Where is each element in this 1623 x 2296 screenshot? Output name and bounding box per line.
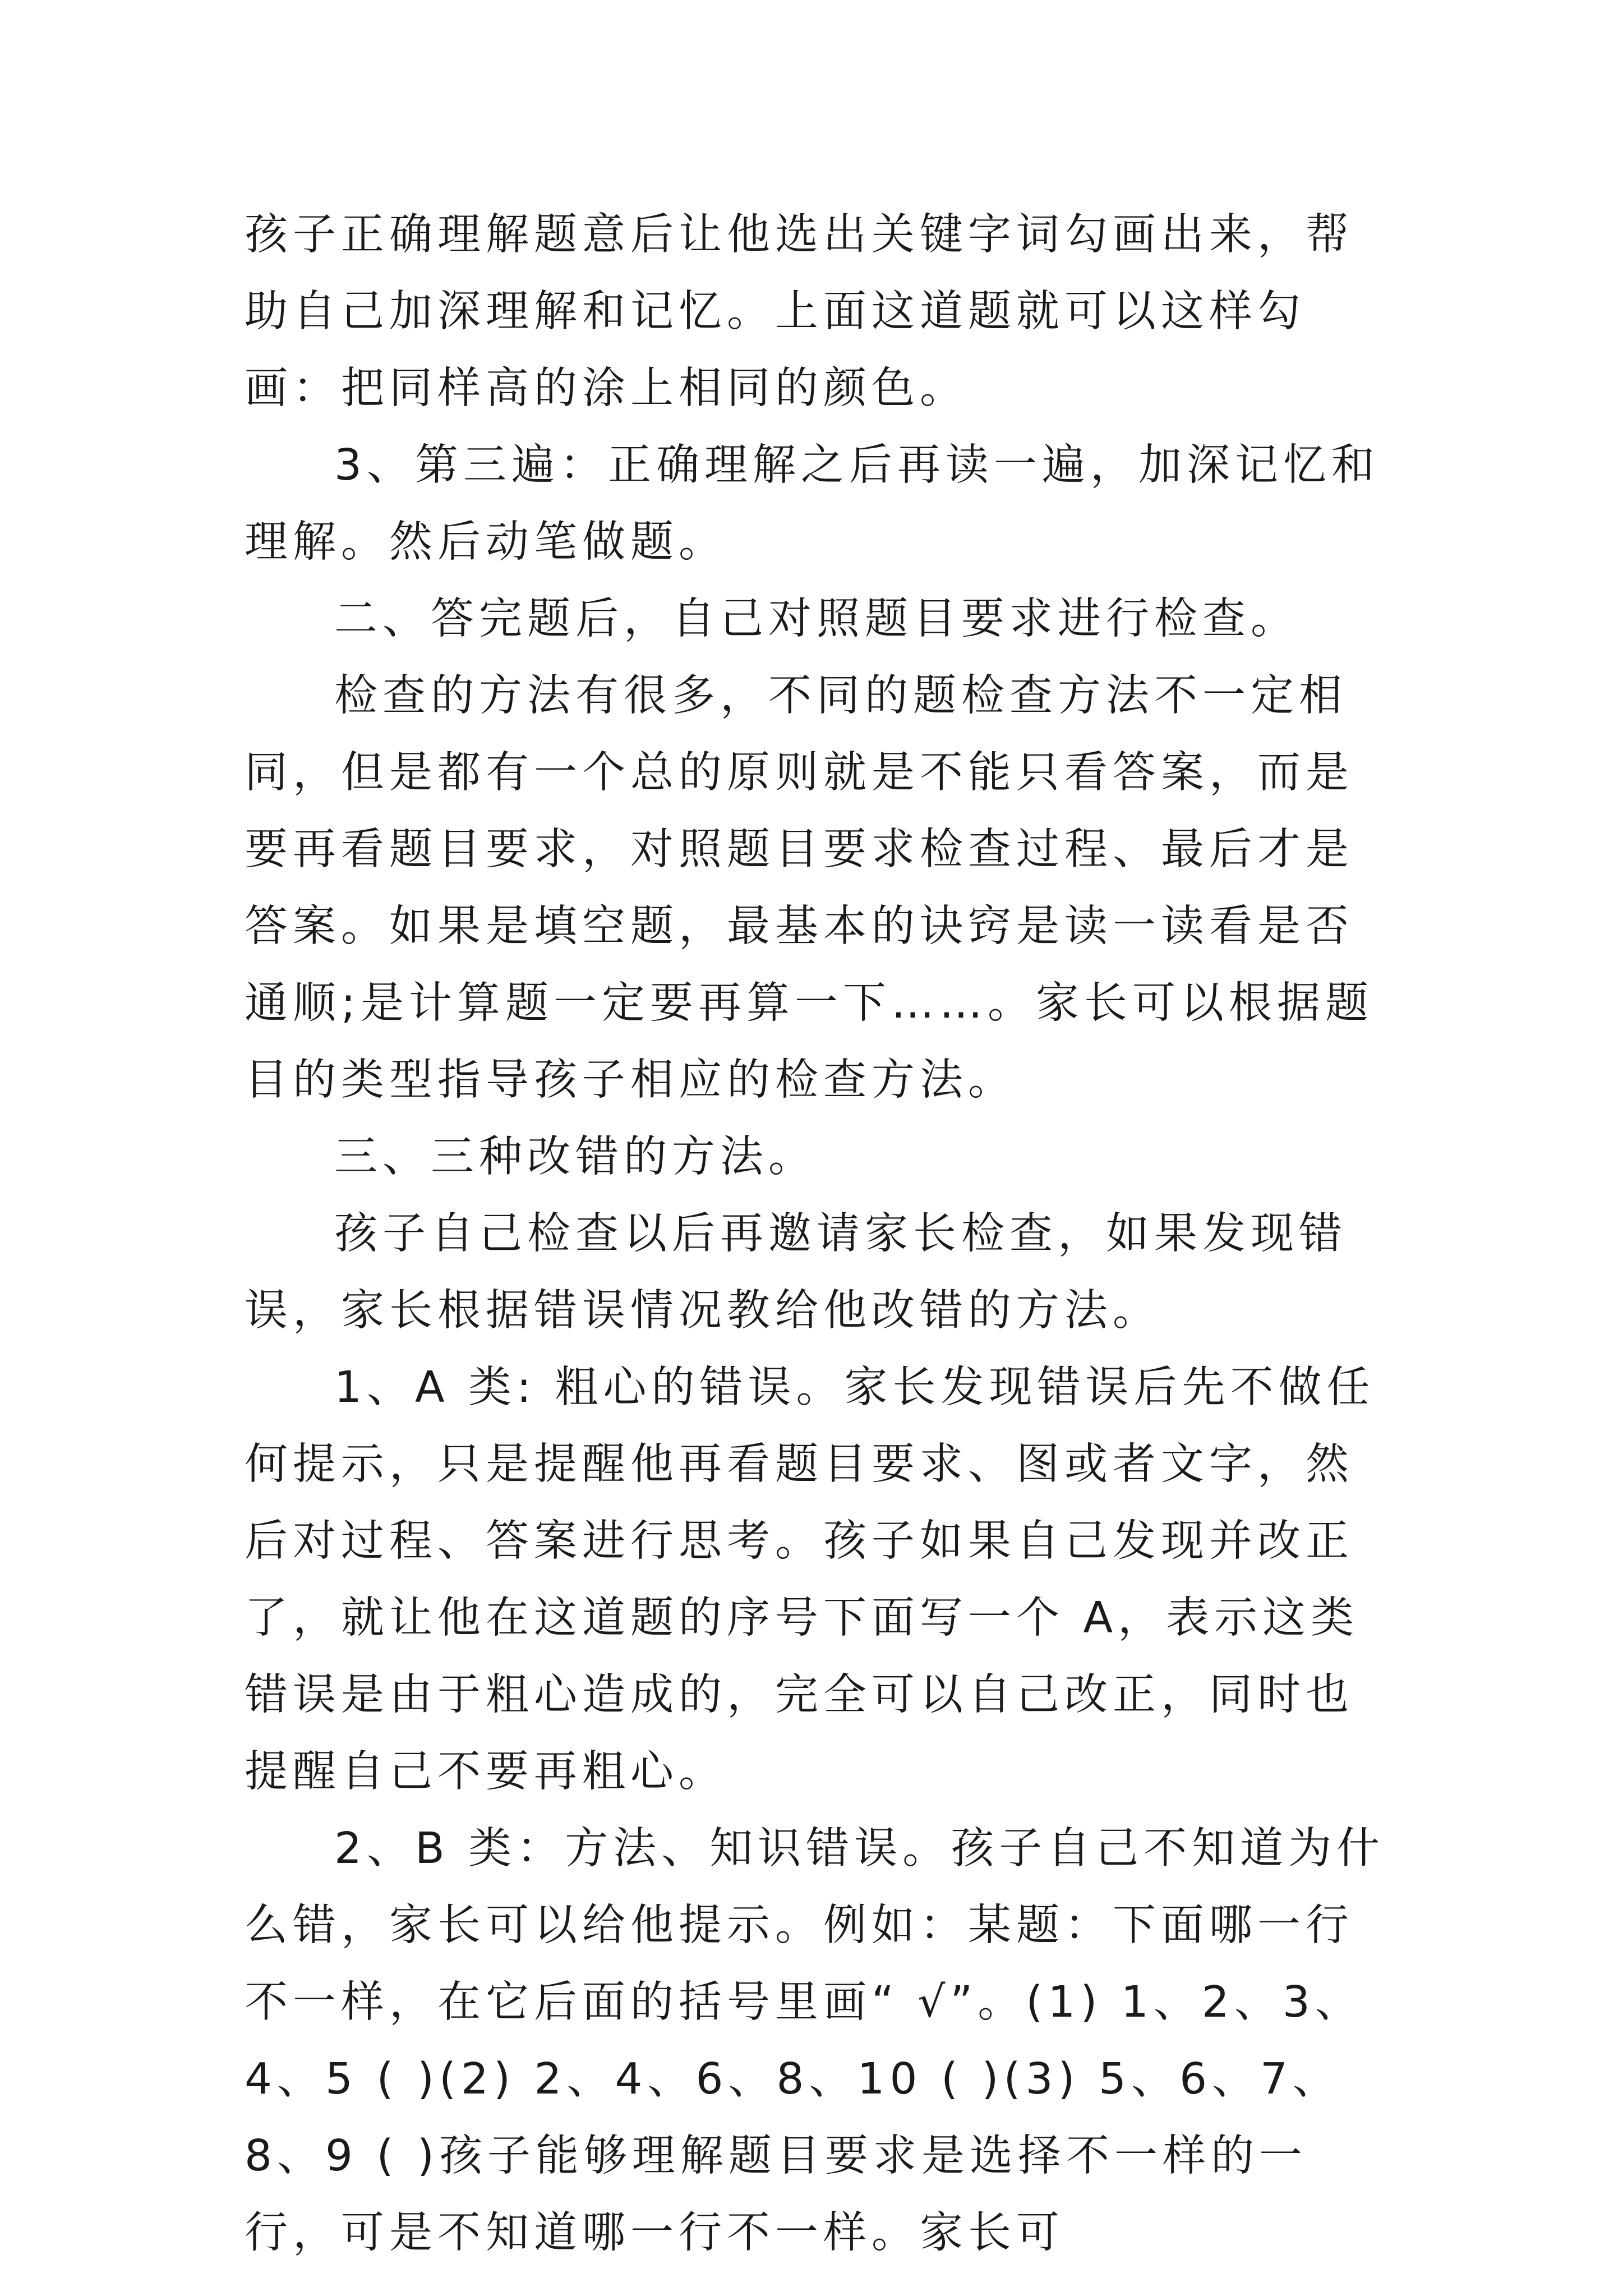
paragraph-parent-check: 孩子自己检查以后再邀请家长检查，如果发现错误，家长根据错误情况教给他改错的方法。 — [245, 1209, 1347, 1336]
paragraph-type-b: 2、B 类：方法、知识错误。孩子自己不知道为什么错，家长可以给他提示。例如：某题：下面哪一行不一样，在它后面的括号里画“ √”。(1) 1、2、3、4、5 ( )(2) 2、4、6、8、10 ( )(3) 5、6、7、8、9 ( )孩子能够理解题目要求是选择不一样的一行，可是不知道哪一行不一样。家长可 — [245, 1824, 1385, 2258]
paragraph-step-3: 3、第三遍：正确理解之后再读一遍，加深记忆和理解。然后动笔做题。 — [245, 440, 1380, 567]
paragraph-continuation: 孩子正确理解题意后让他选出关键字词勾画出来，帮助自己加深理解和记忆。上面这道题就可以这样勾画：把同样高的涂上相同的颜色。 — [245, 210, 1354, 413]
heading-section-3: 三、三种改错的方法。 — [334, 1132, 817, 1182]
document-body — [245, 196, 1389, 2271]
paragraph-type-a: 1、A 类: 粗心的错误。家长发现错误后先不做任何提示，只是提醒他再看题目要求、图或者文字，然后对过程、答案进行思考。孩子如果自己发现并改正了，就让他在这道题的序号下面写一个 A，表示这类错误是由于粗心造成的，完全可以自己改正，同时也提醒自己不要再粗心。 — [245, 1363, 1375, 1797]
heading-section-2: 二、答完题后，自己对照题目要求进行检查。 — [334, 594, 1299, 644]
paragraph-check-methods: 检查的方法有很多，不同的题检查方法不一定相同，但是都有一个总的原则就是不能只看答案，而是要再看题目要求，对照题目要求检查过程、最后才是答案。如果是填空题，最基本的诀窍是读一读看是否通顺;是计算题一定要再算一下……。家长可以根据题目的类型指导孩子相应的检查方法。 — [245, 671, 1373, 1105]
